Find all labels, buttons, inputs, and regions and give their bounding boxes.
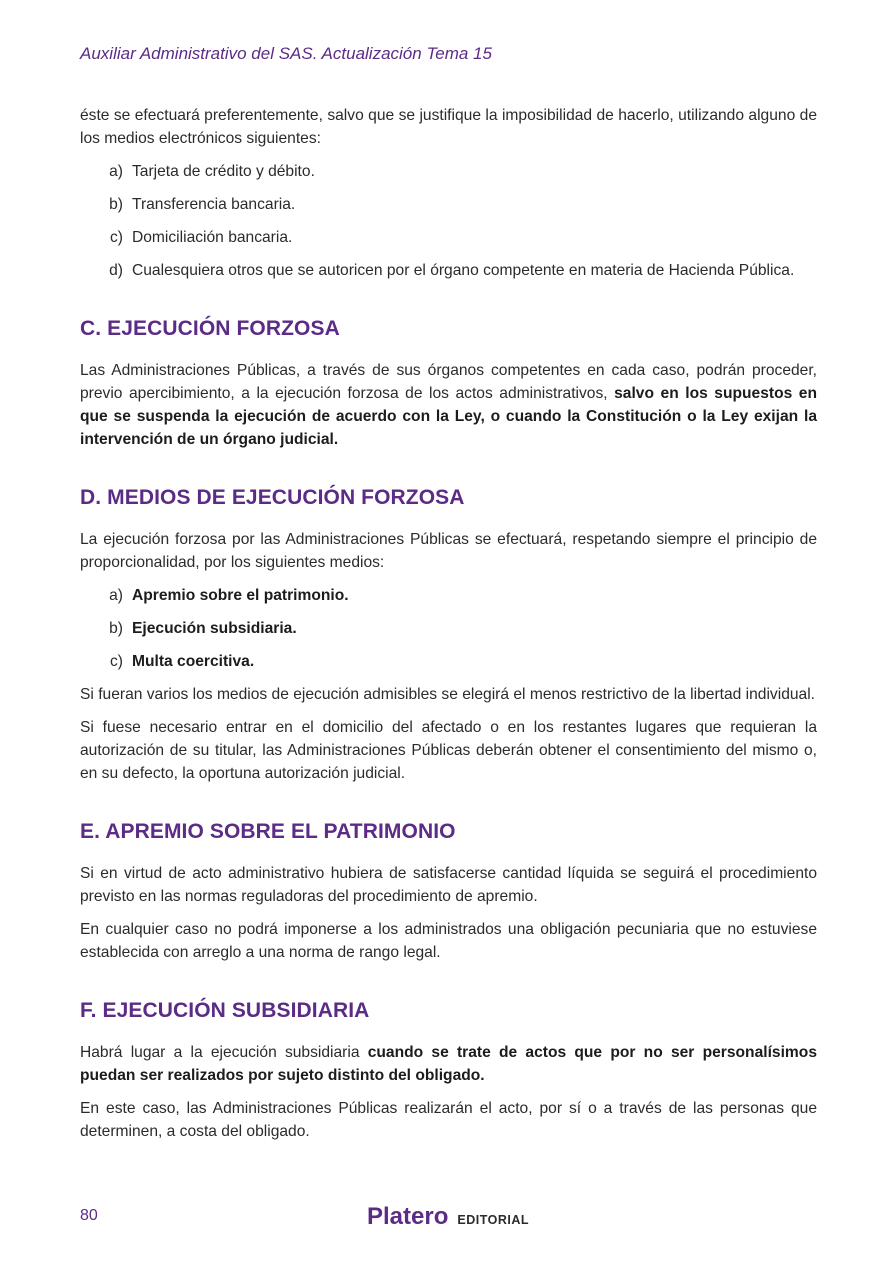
list-item-text: Domiciliación bancaria. <box>132 229 293 246</box>
list-item <box>80 193 817 216</box>
section-d-paragraph-3: Si fuese necesario entrar en el domicilio del afectado o en los restantes lugares que requieran la autorización de su titular, las Administraciones Públicas deberán obtener el consentimiento del mismo o, en su defecto, la oportuna autorización judicial. <box>80 719 817 782</box>
list-item <box>80 584 817 607</box>
list-marker: c) <box>110 229 123 246</box>
section-c-paragraph <box>80 359 817 451</box>
list-item <box>80 259 817 282</box>
page-number: 80 <box>80 1207 98 1224</box>
list-marker: d) <box>109 262 123 279</box>
section-d-paragraph-2: Si fueran varios los medios de ejecución admisibles se elegirá el menos restrictivo de la libertad individual. <box>80 686 816 703</box>
intro-paragraph: éste se efectuará preferentemente, salvo que se justifique la imposibilidad de hacerlo, utilizando alguno de los medios electrónicos siguientes: <box>80 107 817 147</box>
list-item-text: Multa coercitiva. <box>132 653 255 670</box>
section-f-paragraph-2: En este caso, las Administraciones Públicas realizarán el acto, por sí o a través de las personas que determinen, a costa del obligado. <box>80 1100 817 1140</box>
list-item-text: Transferencia bancaria. <box>132 196 296 213</box>
publisher-logo <box>367 1203 529 1231</box>
enforcement-means-list <box>80 584 817 673</box>
list-item <box>80 160 817 183</box>
running-header: Auxiliar Administrativo del SAS. Actualización Tema 15 <box>80 44 492 63</box>
section-f-paragraph-1 <box>80 1041 817 1087</box>
list-marker: b) <box>109 196 123 213</box>
paragraph-bold-text: cuando se trate de actos que por no ser personalísimos puedan ser realizados por sujeto distinto del obligado. <box>80 1044 817 1084</box>
publisher-logo-sub: EDITORIAL <box>457 1213 530 1227</box>
list-marker: b) <box>109 620 123 637</box>
section-d-paragraph-1: La ejecución forzosa por las Administraciones Públicas se efectuará, respetando siempre el principio de proporcionalidad, por los siguientes medios: <box>80 531 817 571</box>
list-item-text: Tarjeta de crédito y débito. <box>132 163 315 180</box>
section-d-heading: D. MEDIOS DE EJECUCIÓN FORZOSA <box>80 486 465 509</box>
list-marker: a) <box>109 163 123 180</box>
page-content <box>80 104 817 1153</box>
list-item <box>80 226 817 249</box>
paragraph-text: Las Administraciones Públicas, a través de sus órganos competentes en cada caso, podrán proceder, previo apercibimiento, a la ejecución forzosa de los actos administrativos, <box>80 362 817 402</box>
paragraph-bold-text: salvo en los supuestos en que se suspenda la ejecución de acuerdo con la Ley, o cuando la Constitución o la Ley exijan la intervención de un órgano judicial. <box>80 385 817 448</box>
list-marker: c) <box>110 653 123 670</box>
section-e-paragraph-2: En cualquier caso no podrá imponerse a los administrados una obligación pecuniaria que no estuviese establecida con arreglo a una norma de rango legal. <box>80 921 817 961</box>
paragraph-text: Habrá lugar a la ejecución subsidiaria <box>80 1044 368 1061</box>
publisher-logo-name: Platero <box>367 1203 449 1230</box>
list-marker: a) <box>109 587 123 604</box>
section-e-paragraph-1: Si en virtud de acto administrativo hubiera de satisfacerse cantidad líquida se seguirá el procedimiento previsto en las normas reguladoras del procedimiento de apremio. <box>80 865 817 905</box>
list-item <box>80 650 817 673</box>
payment-methods-list <box>80 160 817 282</box>
section-f-heading: F. EJECUCIÓN SUBSIDIARIA <box>80 999 370 1022</box>
list-item <box>80 617 817 640</box>
list-item-text: Cualesquiera otros que se autoricen por el órgano competente en materia de Hacienda Pública. <box>132 262 795 279</box>
section-c-heading: C. EJECUCIÓN FORZOSA <box>80 317 340 340</box>
section-e-heading: E. APREMIO SOBRE EL PATRIMONIO <box>80 820 456 843</box>
list-item-text: Apremio sobre el patrimonio. <box>132 587 349 604</box>
list-item-text: Ejecución subsidiaria. <box>132 620 297 637</box>
